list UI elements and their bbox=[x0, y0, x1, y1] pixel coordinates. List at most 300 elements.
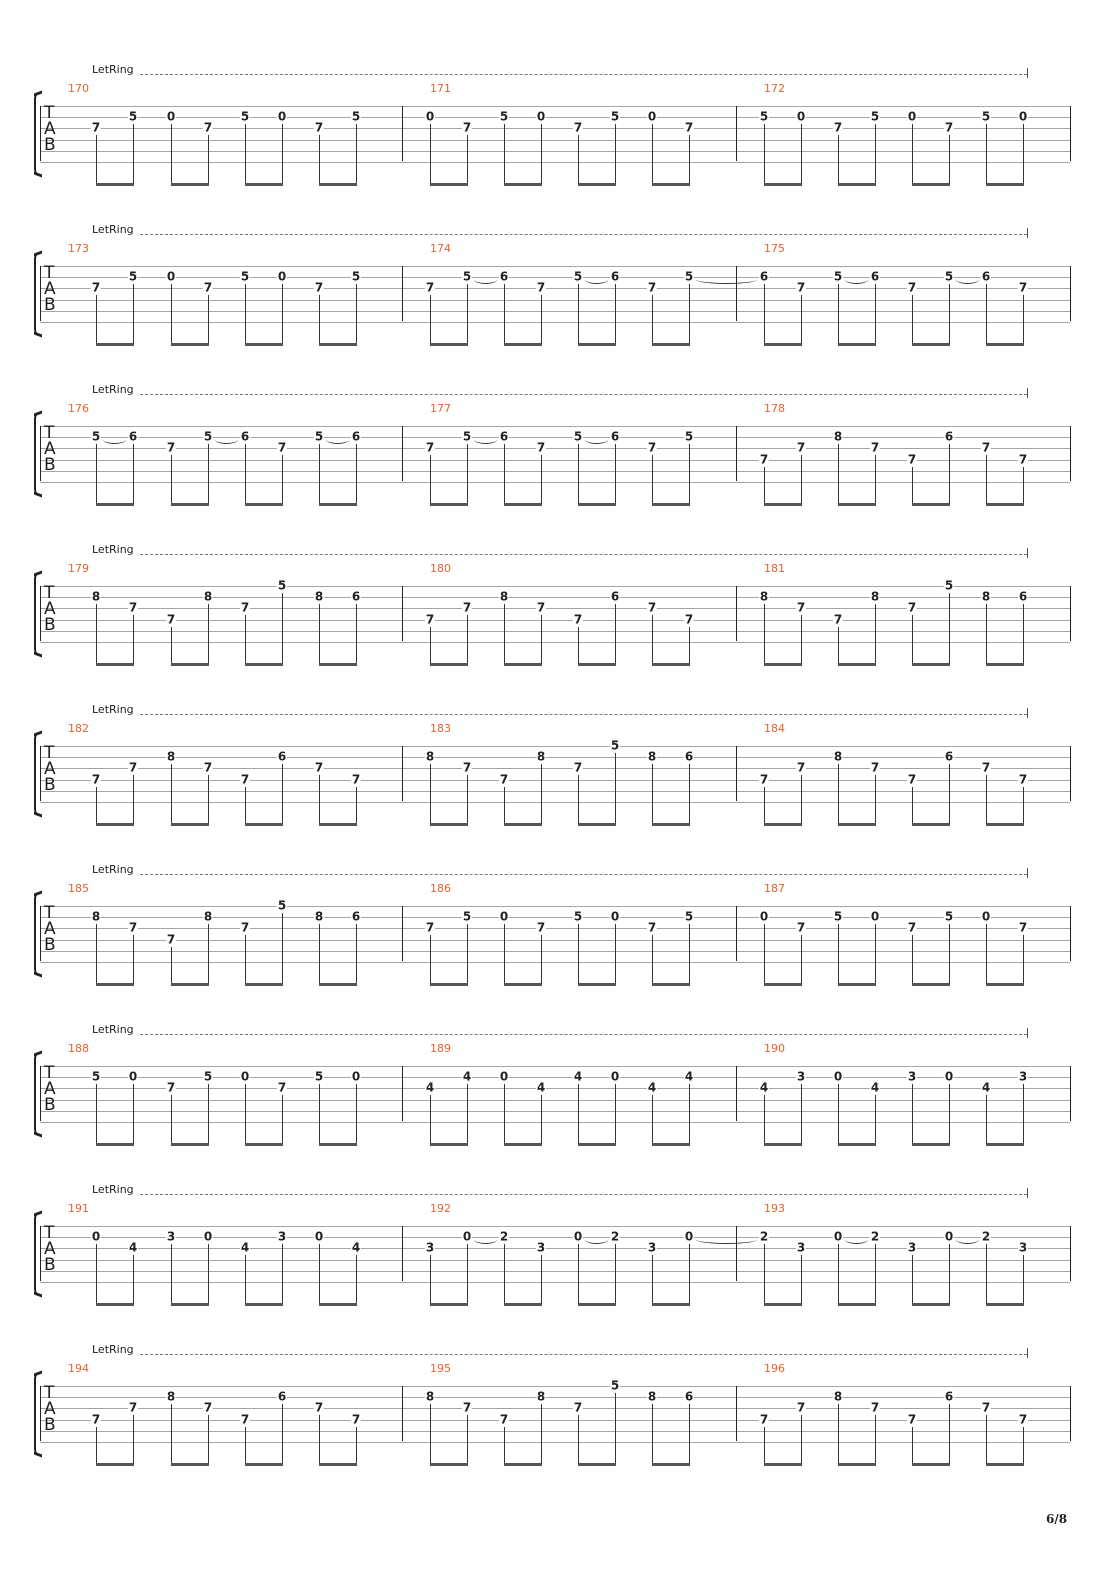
note-beam bbox=[430, 503, 468, 506]
note-beam bbox=[652, 183, 690, 186]
note-stem bbox=[912, 467, 913, 503]
note-beam bbox=[504, 823, 542, 826]
note-stem bbox=[875, 775, 876, 823]
note-stem bbox=[133, 1415, 134, 1463]
note-stem bbox=[96, 444, 97, 503]
tab-letter-a: A bbox=[44, 1079, 56, 1099]
note-stem bbox=[208, 135, 209, 183]
measure-number: 186 bbox=[430, 882, 451, 895]
fret-number: 7 bbox=[536, 920, 546, 935]
letring-end-mark bbox=[1027, 708, 1028, 718]
note-stem bbox=[171, 627, 172, 663]
fret-number: 7 bbox=[647, 440, 657, 455]
fret-number: 7 bbox=[647, 600, 657, 615]
fret-number: 0 bbox=[91, 1229, 101, 1244]
fret-number: 6 bbox=[610, 589, 620, 604]
fret-number: 4 bbox=[759, 1080, 769, 1095]
tie-arc bbox=[845, 1235, 868, 1244]
fret-number: 8 bbox=[499, 589, 509, 604]
note-beam bbox=[171, 1303, 209, 1306]
tab-string-line bbox=[40, 917, 1070, 918]
fret-number: 5 bbox=[573, 269, 583, 284]
note-stem bbox=[282, 124, 283, 183]
note-stem bbox=[801, 615, 802, 663]
fret-number: 8 bbox=[536, 1389, 546, 1404]
fret-number: 5 bbox=[462, 429, 472, 444]
note-beam bbox=[245, 343, 283, 346]
note-stem bbox=[245, 787, 246, 823]
measure-number: 191 bbox=[68, 1202, 89, 1215]
note-stem bbox=[689, 924, 690, 983]
note-stem bbox=[912, 1255, 913, 1303]
fret-number: 5 bbox=[944, 578, 954, 593]
fret-number: 5 bbox=[91, 1069, 101, 1084]
fret-number: 5 bbox=[314, 1069, 324, 1084]
fret-number: 6 bbox=[870, 269, 880, 284]
tab-letter-a: A bbox=[44, 919, 56, 939]
tab-string-line bbox=[40, 1066, 1070, 1067]
fret-number: 6 bbox=[499, 269, 509, 284]
fret-number: 0 bbox=[499, 909, 509, 924]
note-stem bbox=[282, 284, 283, 343]
note-stem bbox=[467, 135, 468, 183]
fret-number: 6 bbox=[944, 1389, 954, 1404]
fret-number: 5 bbox=[981, 109, 991, 124]
tie-arc bbox=[215, 435, 238, 444]
fret-number: 7 bbox=[166, 612, 176, 627]
note-stem bbox=[319, 295, 320, 343]
fret-number: 4 bbox=[240, 1240, 250, 1255]
tab-system bbox=[0, 223, 1110, 392]
note-stem bbox=[949, 1404, 950, 1463]
fret-number: 7 bbox=[277, 1080, 287, 1095]
note-stem bbox=[912, 1084, 913, 1143]
note-stem bbox=[875, 924, 876, 983]
page-number: 6/8 bbox=[1046, 1512, 1068, 1526]
fret-number: 7 bbox=[314, 120, 324, 135]
note-stem bbox=[838, 924, 839, 983]
note-stem bbox=[504, 787, 505, 823]
fret-number: 6 bbox=[981, 269, 991, 284]
note-stem bbox=[875, 1415, 876, 1463]
letring-dashed-line bbox=[140, 1034, 1027, 1035]
fret-number: 7 bbox=[166, 932, 176, 947]
note-stem bbox=[208, 1415, 209, 1463]
note-beam bbox=[504, 1463, 542, 1466]
fret-number: 3 bbox=[277, 1229, 287, 1244]
fret-number: 5 bbox=[573, 429, 583, 444]
fret-number: 5 bbox=[684, 909, 694, 924]
note-stem bbox=[912, 295, 913, 343]
tab-string-line bbox=[40, 482, 1070, 483]
fret-number: 0 bbox=[944, 1069, 954, 1084]
note-stem bbox=[245, 935, 246, 983]
note-stem bbox=[245, 1427, 246, 1463]
tab-system bbox=[0, 1183, 1110, 1352]
tab-string-line bbox=[40, 802, 1070, 803]
note-stem bbox=[1023, 1427, 1024, 1463]
tab-string-line bbox=[40, 746, 1070, 747]
measure-number: 176 bbox=[68, 402, 89, 415]
letring-end-mark bbox=[1027, 1028, 1028, 1038]
note-stem bbox=[986, 1415, 987, 1463]
fret-number: 7 bbox=[166, 1080, 176, 1095]
note-stem bbox=[986, 604, 987, 663]
note-stem bbox=[430, 627, 431, 663]
fret-number: 5 bbox=[277, 898, 287, 913]
fret-number: 7 bbox=[981, 440, 991, 455]
measure-number: 190 bbox=[764, 1042, 785, 1055]
note-stem bbox=[504, 444, 505, 503]
fret-number: 7 bbox=[573, 612, 583, 627]
fret-number: 7 bbox=[499, 1412, 509, 1427]
letring-label: LetRing bbox=[92, 543, 134, 556]
note-stem bbox=[615, 124, 616, 183]
note-stem bbox=[986, 124, 987, 183]
tab-letter-t: T bbox=[44, 1063, 55, 1083]
note-stem bbox=[541, 1404, 542, 1463]
note-stem bbox=[541, 935, 542, 983]
note-stem bbox=[652, 935, 653, 983]
note-stem bbox=[1023, 1255, 1024, 1303]
note-beam bbox=[838, 983, 876, 986]
barline bbox=[40, 1386, 41, 1441]
measure-number: 177 bbox=[430, 402, 451, 415]
note-stem bbox=[504, 284, 505, 343]
fret-number: 7 bbox=[351, 1412, 361, 1427]
note-stem bbox=[801, 1084, 802, 1143]
note-stem bbox=[171, 1244, 172, 1303]
barline bbox=[1070, 106, 1071, 161]
fret-number: 7 bbox=[684, 612, 694, 627]
measure-number: 192 bbox=[430, 1202, 451, 1215]
note-stem bbox=[875, 284, 876, 343]
note-stem bbox=[838, 1084, 839, 1143]
note-beam bbox=[764, 983, 802, 986]
note-beam bbox=[652, 343, 690, 346]
measure-number: 196 bbox=[764, 1362, 785, 1375]
note-stem bbox=[578, 1244, 579, 1303]
letring-dashed-line bbox=[140, 554, 1027, 555]
measure-number: 180 bbox=[430, 562, 451, 575]
tab-string-line bbox=[40, 1282, 1070, 1283]
note-stem bbox=[912, 787, 913, 823]
note-stem bbox=[504, 1427, 505, 1463]
fret-number: 8 bbox=[166, 749, 176, 764]
fret-number: 8 bbox=[425, 1389, 435, 1404]
note-stem bbox=[541, 764, 542, 823]
tab-letter-t: T bbox=[44, 423, 55, 443]
fret-number: 5 bbox=[870, 109, 880, 124]
note-stem bbox=[208, 924, 209, 983]
tab-string-line bbox=[40, 1226, 1070, 1227]
note-beam bbox=[430, 1463, 468, 1466]
measure-number: 182 bbox=[68, 722, 89, 735]
tab-string-line bbox=[40, 1088, 1070, 1089]
note-beam bbox=[912, 983, 950, 986]
fret-number: 8 bbox=[647, 1389, 657, 1404]
note-stem bbox=[949, 1084, 950, 1143]
fret-number: 6 bbox=[277, 749, 287, 764]
note-stem bbox=[949, 444, 950, 503]
note-stem bbox=[282, 455, 283, 503]
note-stem bbox=[133, 935, 134, 983]
tie-arc bbox=[326, 435, 349, 444]
note-stem bbox=[764, 1244, 765, 1303]
tab-string-line bbox=[40, 437, 1070, 438]
fret-number: 3 bbox=[425, 1240, 435, 1255]
note-beam bbox=[912, 1303, 950, 1306]
note-stem bbox=[838, 1404, 839, 1463]
fret-number: 7 bbox=[907, 1412, 917, 1427]
note-stem bbox=[615, 753, 616, 823]
note-stem bbox=[133, 615, 134, 663]
fret-number: 8 bbox=[166, 1389, 176, 1404]
tab-string-line bbox=[40, 962, 1070, 963]
note-stem bbox=[319, 135, 320, 183]
tab-string-line bbox=[40, 311, 1070, 312]
fret-number: 7 bbox=[796, 440, 806, 455]
fret-number: 6 bbox=[351, 589, 361, 604]
note-stem bbox=[467, 775, 468, 823]
fret-number: 5 bbox=[128, 109, 138, 124]
fret-number: 7 bbox=[499, 772, 509, 787]
measure-number: 178 bbox=[764, 402, 785, 415]
tab-letter-t: T bbox=[44, 903, 55, 923]
note-stem bbox=[764, 124, 765, 183]
fret-number: 3 bbox=[166, 1229, 176, 1244]
fret-number: 0 bbox=[647, 109, 657, 124]
note-beam bbox=[578, 503, 616, 506]
tie-arc bbox=[585, 435, 608, 444]
fret-number: 5 bbox=[462, 909, 472, 924]
note-beam bbox=[986, 343, 1024, 346]
note-beam bbox=[171, 1463, 209, 1466]
barline bbox=[736, 1386, 737, 1441]
fret-number: 0 bbox=[166, 109, 176, 124]
measure-number: 171 bbox=[430, 82, 451, 95]
note-beam bbox=[764, 663, 802, 666]
note-stem bbox=[430, 295, 431, 343]
note-stem bbox=[171, 284, 172, 343]
note-stem bbox=[689, 284, 690, 343]
note-stem bbox=[652, 1404, 653, 1463]
tab-string-line bbox=[40, 322, 1070, 323]
fret-number: 5 bbox=[573, 909, 583, 924]
tab-string-line bbox=[40, 1260, 1070, 1261]
note-stem bbox=[430, 1095, 431, 1143]
note-beam bbox=[430, 983, 468, 986]
note-stem bbox=[838, 284, 839, 343]
tab-string-line bbox=[40, 1111, 1070, 1112]
note-stem bbox=[949, 764, 950, 823]
note-stem bbox=[1023, 124, 1024, 183]
fret-number: 7 bbox=[759, 772, 769, 787]
fret-number: 5 bbox=[351, 109, 361, 124]
note-stem bbox=[541, 1095, 542, 1143]
tie-arc bbox=[585, 1235, 608, 1244]
note-stem bbox=[171, 1095, 172, 1143]
barline bbox=[736, 746, 737, 801]
note-beam bbox=[504, 663, 542, 666]
measure-number: 181 bbox=[764, 562, 785, 575]
tab-string-line bbox=[40, 162, 1070, 163]
fret-number: 7 bbox=[166, 440, 176, 455]
tab-string-line bbox=[40, 1431, 1070, 1432]
note-stem bbox=[764, 1095, 765, 1143]
note-stem bbox=[356, 284, 357, 343]
tie-arc bbox=[696, 1235, 757, 1244]
note-stem bbox=[467, 1415, 468, 1463]
barline bbox=[402, 266, 403, 321]
barline bbox=[402, 106, 403, 161]
fret-number: 0 bbox=[907, 109, 917, 124]
fret-number: 0 bbox=[240, 1069, 250, 1084]
note-stem bbox=[356, 1255, 357, 1303]
note-beam bbox=[986, 823, 1024, 826]
note-beam bbox=[912, 343, 950, 346]
fret-number: 0 bbox=[425, 109, 435, 124]
tab-string-line bbox=[40, 1386, 1070, 1387]
note-stem bbox=[430, 935, 431, 983]
fret-number: 7 bbox=[462, 760, 472, 775]
fret-number: 7 bbox=[796, 920, 806, 935]
tab-letter-b: B bbox=[44, 1095, 56, 1115]
note-stem bbox=[689, 1244, 690, 1303]
note-stem bbox=[319, 1415, 320, 1463]
fret-number: 0 bbox=[796, 109, 806, 124]
note-beam bbox=[319, 823, 357, 826]
fret-number: 7 bbox=[536, 600, 546, 615]
fret-number: 5 bbox=[351, 269, 361, 284]
note-beam bbox=[578, 663, 616, 666]
fret-number: 7 bbox=[759, 452, 769, 467]
tab-string-line bbox=[40, 586, 1070, 587]
note-stem bbox=[282, 1244, 283, 1303]
fret-number: 7 bbox=[870, 440, 880, 455]
note-stem bbox=[171, 124, 172, 183]
fret-number: 5 bbox=[833, 269, 843, 284]
letring-dashed-line bbox=[140, 234, 1027, 235]
note-beam bbox=[171, 1143, 209, 1146]
fret-number: 7 bbox=[314, 280, 324, 295]
note-stem bbox=[319, 1244, 320, 1303]
note-beam bbox=[245, 183, 283, 186]
tab-letter-b: B bbox=[44, 455, 56, 475]
fret-number: 0 bbox=[462, 1229, 472, 1244]
letring-dashed-line bbox=[140, 1194, 1027, 1195]
fret-number: 8 bbox=[833, 749, 843, 764]
note-stem bbox=[208, 1084, 209, 1143]
note-stem bbox=[467, 444, 468, 503]
fret-number: 0 bbox=[573, 1229, 583, 1244]
fret-number: 7 bbox=[91, 1412, 101, 1427]
fret-number: 0 bbox=[833, 1069, 843, 1084]
note-beam bbox=[171, 983, 209, 986]
barline bbox=[736, 906, 737, 961]
note-stem bbox=[356, 1427, 357, 1463]
note-stem bbox=[1023, 1084, 1024, 1143]
letring-end-mark bbox=[1027, 868, 1028, 878]
note-beam bbox=[764, 1143, 802, 1146]
tab-string-line bbox=[40, 106, 1070, 107]
note-stem bbox=[949, 1244, 950, 1303]
note-beam bbox=[319, 663, 357, 666]
fret-number: 5 bbox=[610, 738, 620, 753]
note-stem bbox=[467, 615, 468, 663]
fret-number: 3 bbox=[796, 1069, 806, 1084]
fret-number: 7 bbox=[1018, 452, 1028, 467]
measure-number: 193 bbox=[764, 1202, 785, 1215]
fret-number: 7 bbox=[203, 280, 213, 295]
tab-string-line bbox=[40, 791, 1070, 792]
note-stem bbox=[430, 1255, 431, 1303]
tab-letter-b: B bbox=[44, 1415, 56, 1435]
note-stem bbox=[615, 284, 616, 343]
note-beam bbox=[430, 823, 468, 826]
fret-number: 4 bbox=[425, 1080, 435, 1095]
fret-number: 3 bbox=[907, 1240, 917, 1255]
fret-number: 7 bbox=[425, 440, 435, 455]
barline bbox=[402, 746, 403, 801]
fret-number: 0 bbox=[684, 1229, 694, 1244]
fret-number: 7 bbox=[462, 600, 472, 615]
note-stem bbox=[578, 444, 579, 503]
barline bbox=[40, 906, 41, 961]
fret-number: 5 bbox=[240, 269, 250, 284]
tab-letter-a: A bbox=[44, 119, 56, 139]
note-beam bbox=[764, 1463, 802, 1466]
fret-number: 6 bbox=[351, 909, 361, 924]
note-stem bbox=[133, 1084, 134, 1143]
note-stem bbox=[504, 124, 505, 183]
tab-system bbox=[0, 383, 1110, 552]
note-stem bbox=[689, 1084, 690, 1143]
note-beam bbox=[319, 1463, 357, 1466]
note-beam bbox=[96, 1463, 134, 1466]
note-stem bbox=[133, 775, 134, 823]
note-stem bbox=[615, 1393, 616, 1463]
fret-number: 0 bbox=[1018, 109, 1028, 124]
note-beam bbox=[319, 1143, 357, 1146]
fret-number: 7 bbox=[870, 1400, 880, 1415]
note-beam bbox=[652, 1463, 690, 1466]
note-stem bbox=[986, 284, 987, 343]
barline bbox=[1070, 586, 1071, 641]
fret-number: 5 bbox=[499, 109, 509, 124]
note-stem bbox=[1023, 787, 1024, 823]
note-stem bbox=[912, 935, 913, 983]
tab-letter-a: A bbox=[44, 1239, 56, 1259]
barline bbox=[40, 1226, 41, 1281]
fret-number: 6 bbox=[499, 429, 509, 444]
note-beam bbox=[838, 823, 876, 826]
note-beam bbox=[504, 503, 542, 506]
fret-number: 4 bbox=[647, 1080, 657, 1095]
note-beam bbox=[912, 1143, 950, 1146]
note-beam bbox=[578, 1463, 616, 1466]
note-stem bbox=[96, 924, 97, 983]
measure-number: 194 bbox=[68, 1362, 89, 1375]
tab-letter-t: T bbox=[44, 743, 55, 763]
tie-arc bbox=[696, 275, 757, 284]
fret-number: 7 bbox=[796, 1400, 806, 1415]
tab-string-line bbox=[40, 277, 1070, 278]
note-beam bbox=[504, 343, 542, 346]
letring-label: LetRing bbox=[92, 63, 134, 76]
fret-number: 3 bbox=[796, 1240, 806, 1255]
fret-number: 5 bbox=[203, 1069, 213, 1084]
